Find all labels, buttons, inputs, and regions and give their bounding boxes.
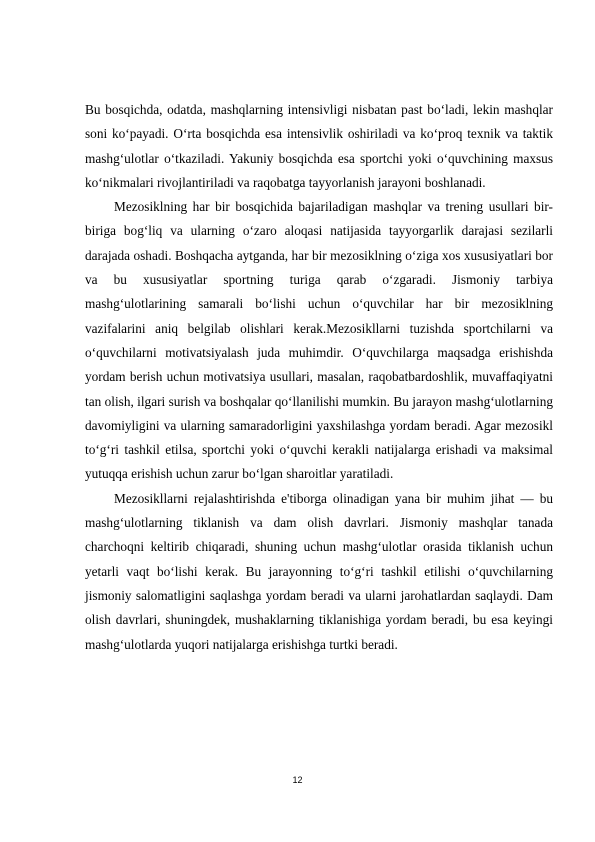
page-number: 12 (292, 775, 303, 785)
document-body (85, 98, 553, 657)
paragraph-3: Mezosikllarni rejalashtirishda e'tiborga olinadigan yana bir muhim jihat — bu mashg‘ulotlarning tiklanish va dam olish davrlari. Jismoniy mashqlar tanada charchoqni keltirib chiqaradi, shuning uchun mashg‘ulotlar orasida tiklanish uchun yetarli vaqt bo‘lishi kerak. Bu jarayonning to‘g‘ri tashkil etilishi o‘quvchilarning jismoniy salomatligini saqlashga yordam beradi va ularni jarohatlardan saqlaydi. Dam olish davrlari, shuningdek, mushaklarning tiklanishiga yordam beradi, bu esa keyingi mashg‘ulotlarda yuqori natijalarga erishishga turtki beradi. (85, 490, 553, 652)
paragraph-1: Bu bosqichda, odatda, mashqlarning intensivligi nisbatan past bo‘ladi, lekin mashqlar soni ko‘payadi. O‘rta bosqichda esa intensivlik oshiriladi va ko‘proq texnik va taktik mashg‘ulotlar o‘tkaziladi. Yakuniy bosqichda esa sportchi yoki o‘quvchining maxsus ko‘nikmalari rivojlantiriladi va raqobatga tayyorlanish jarayoni boshlanadi. (85, 102, 553, 190)
paragraph-2: Mezosiklning har bir bosqichida bajariladigan mashqlar va trening usullari bir-biriga bog‘liq va ularning o‘zaro aloqasi natijasida tayyorgarlik darajasi sezilarli darajada oshadi. Boshqacha aytganda, har bir mezosiklning o‘ziga xos xususiyatlari bor va bu xususiyatlar sportning turiga qarab o‘zgaradi. Jismoniy tarbiya mashg‘ulotlarining samarali bo‘lishi uchun o‘quvchilar har bir mezosiklning vazifalarini aniq belgilab olishlari kerak.Mezosikllarni tuzishda sportchilarni va o‘quvchilarni motivatsiyalash juda muhimdir. O‘quvchilarga maqsadga erishishda yordam berish uchun motivatsiya usullari, masalan, raqobatbardoshlik, muvaffaqiyatni tan olish, ilgari surish va boshqalar qo‘llanilishi mumkin. Bu jarayon mashg‘ulotlarning davomiyligini va ularning samaradorligini yaxshilashga yordam beradi. Agar mezosikl to‘g‘ri tashkil etilsa, sportchi yoki o‘quvchi kerakli natijalarga erishadi va maksimal yutuqqa erishish uchun zarur bo‘lgan sharoitlar yaratiladi. (85, 199, 553, 482)
